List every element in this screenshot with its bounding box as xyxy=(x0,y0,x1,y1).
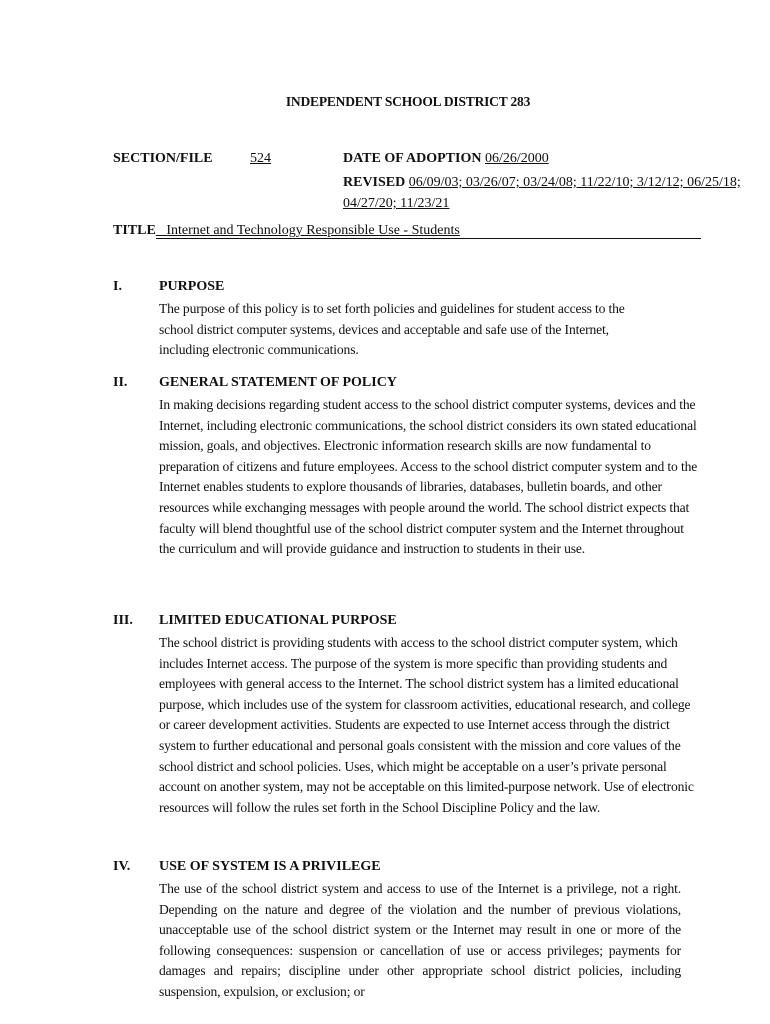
adoption-date: 06/26/2000 xyxy=(484,151,549,166)
section-heading: LIMITED EDUCATIONAL PURPOSE xyxy=(159,613,397,628)
revised-dates: 06/09/03; 03/26/07; 03/24/08; 11/22/10; 3/12/12; 06/25/18; 04/27/20; 11/23/21 xyxy=(343,175,741,211)
adoption-label: DATE OF ADOPTION xyxy=(343,151,482,166)
adoption-line xyxy=(343,151,549,167)
section-body: In making decisions regarding student access to the school district computer systems, devices and the Internet, including electronic communications, the school district considers its own stated educational mission, goals, and objectives. Electronic information research skills are now fundamental to preparation of citizens and future employees. Access to the school district computer system and to the Internet enables students to explore thousands of libraries, databases, bulletin boards, and other resources while exchanging messages with people around the world. The school district expects that faculty will blend thoughtful use of the school district computer system and the Internet throughout the curriculum and will provide guidance and instruction to students in their use. xyxy=(159,397,698,557)
revised-label: REVISED xyxy=(343,175,406,190)
section-number: IV. xyxy=(113,859,131,874)
policy-title xyxy=(156,223,701,239)
section-heading: PURPOSE xyxy=(159,279,225,294)
section-heading: GENERAL STATEMENT OF POLICY xyxy=(159,375,397,390)
section-heading: USE OF SYSTEM IS A PRIVILEGE xyxy=(159,859,381,874)
policy-title-text: Internet and Technology Responsible Use - Students xyxy=(166,223,460,238)
section-body: The purpose of this policy is to set forth policies and guidelines for student access to the school district computer systems, devices and acceptable and safe use of the Internet, including electronic communications. xyxy=(159,301,625,358)
section-number: III. xyxy=(113,613,133,628)
policy-title-row xyxy=(113,223,705,239)
section-body: The school district is providing students with access to the school district computer system, which includes Internet access. The purpose of the system is more specific than providing students and employees with general access to the Internet. The school district system has a limited educational purpose, which includes use of the system for classroom activities, educational research, and college or career development activities. Students are expected to use Internet access through the district system to further educational and personal goals consistent with the mission and core values of the school district and school policies. Uses, which might be acceptable on a user’s private personal account on another system, may not be acceptable on this limited-purpose network. Use of electronic resources will follow the rules set forth in the School Discipline Policy and the law. xyxy=(159,635,694,815)
district-heading: INDEPENDENT SCHOOL DISTRICT 283 xyxy=(285,94,531,109)
section-number: I. xyxy=(113,279,122,294)
section-file-value: 524 xyxy=(250,151,271,166)
section-number: II. xyxy=(113,375,128,390)
title-label: TITLE xyxy=(113,223,156,238)
section-body: The use of the school district system and access to use of the Internet is a privilege, not a right. Depending on the nature and degree of the violation and the number of previous violations, unacceptable use of the school district system or the Internet may result in one or more of the following consequences: suspension or cancellation of use or access privileges; payments for damages and repairs; discipline under other appropriate school district policies, including suspension, expulsion, or exclusion; or xyxy=(159,881,681,999)
section-file-label: SECTION/FILE xyxy=(113,151,213,166)
revised-line xyxy=(343,172,763,214)
